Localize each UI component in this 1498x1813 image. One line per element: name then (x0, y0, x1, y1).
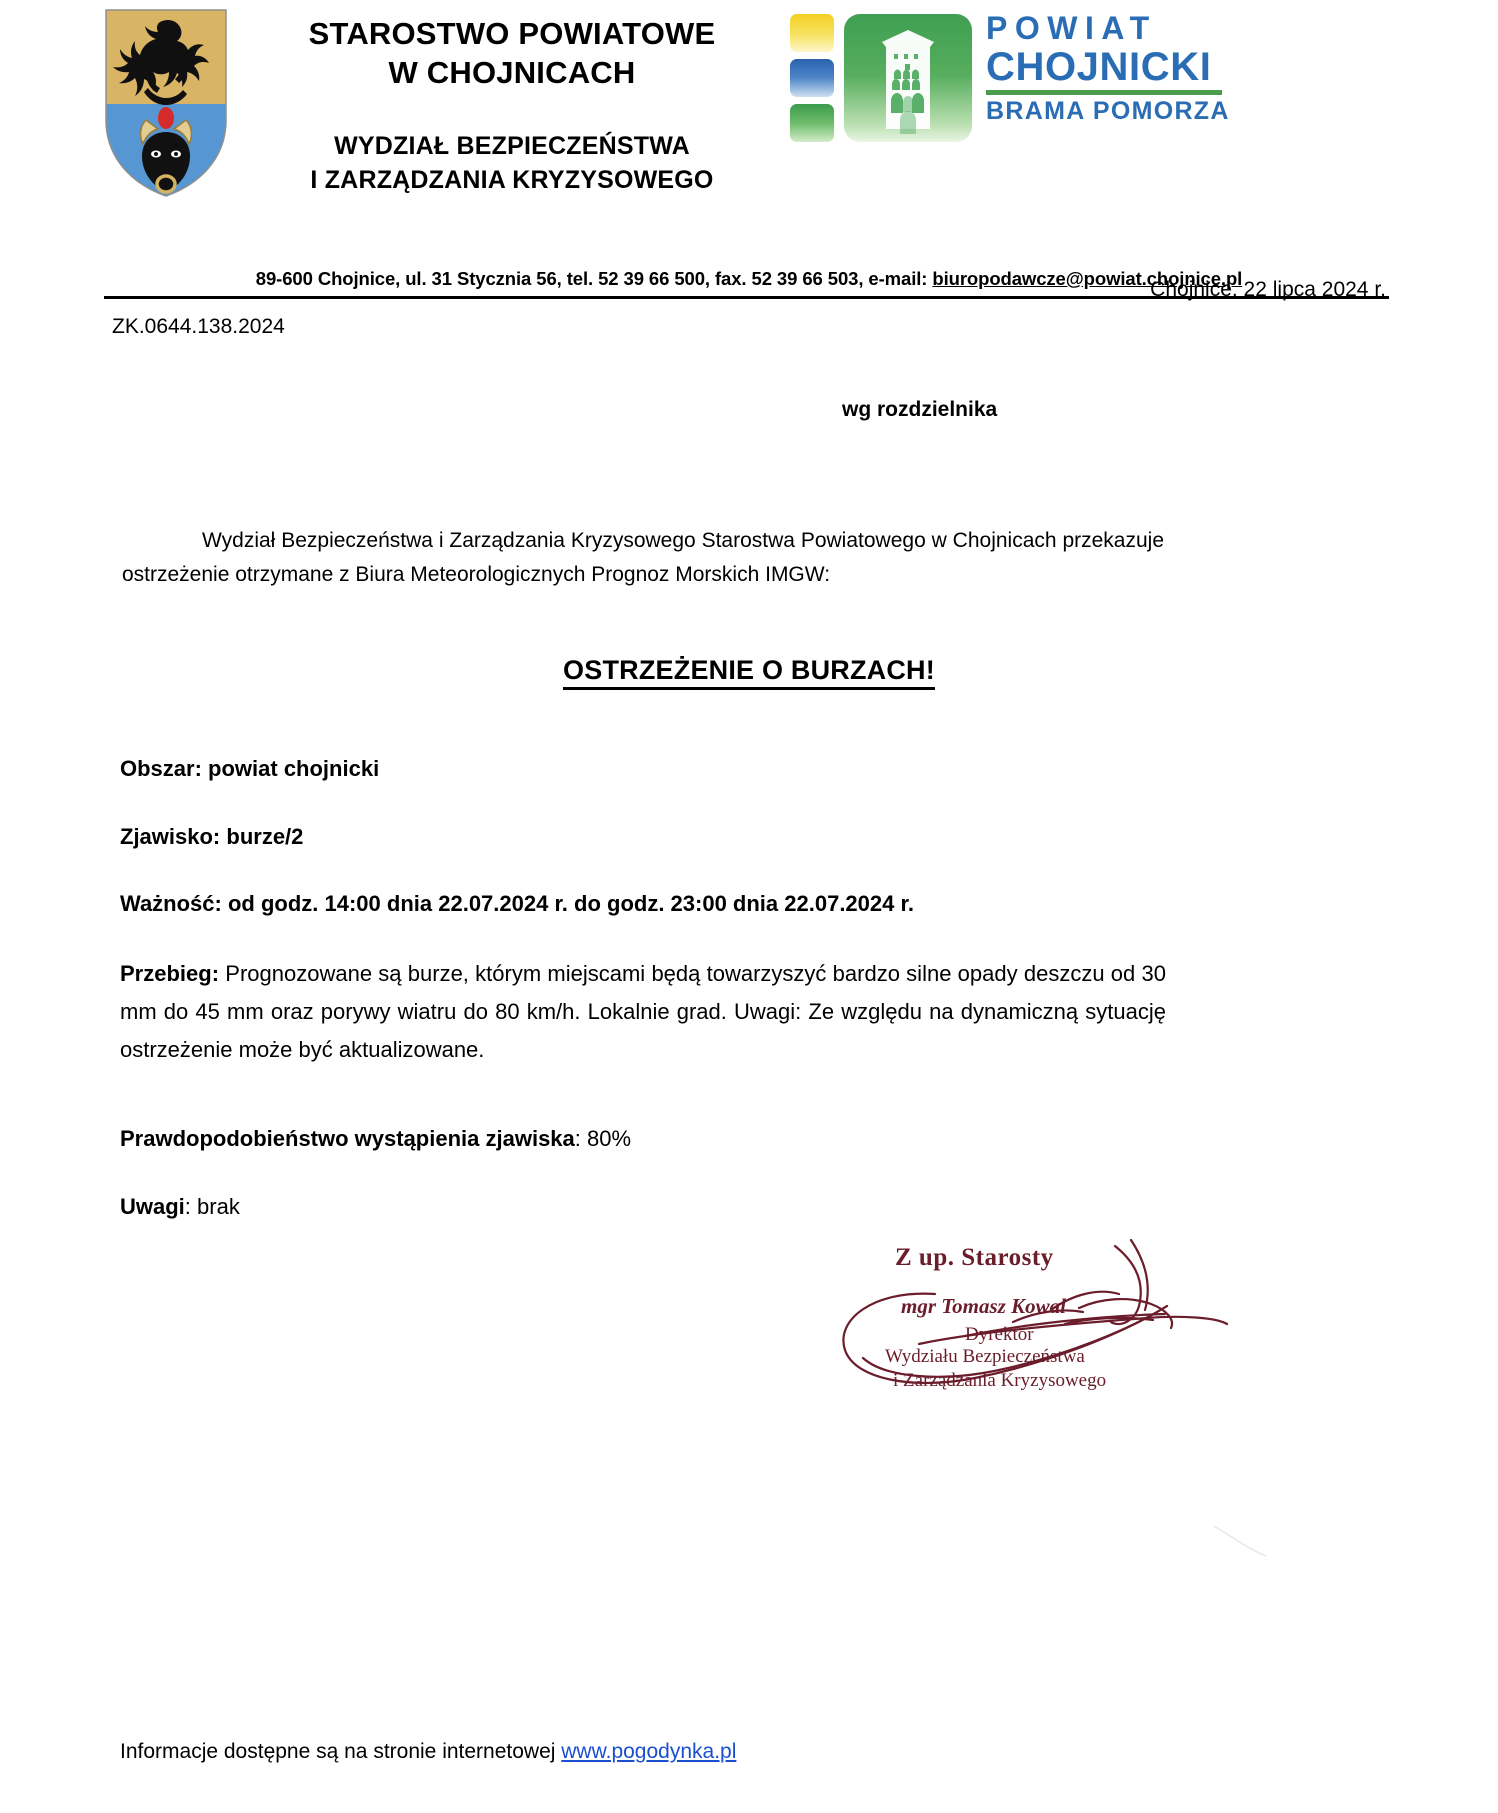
org-title-line-1: STAROSTWO POWIATOWE (308, 16, 716, 51)
field-przebieg-value: Prognozowane są burze, którym miejscami będą towarzyszyć bardzo silne opady deszczu od 30 mm do 45 mm oraz porywy wiatru do 80 km/h. Lokalnie grad. Uwagi: Ze względu na dynamiczną sytuację ostrzeżenie może być aktualizowane. (120, 961, 1166, 1062)
logo-wordmark (986, 10, 1230, 125)
org-title-line-2: W CHOJNICACH (388, 55, 636, 91)
warning-title-text: OSTRZEŻENIE O BURZACH! (563, 655, 935, 690)
field-zjawisko-value: burze/2 (226, 824, 304, 849)
logo-word-chojnicki: CHOJNICKI (986, 45, 1212, 89)
field-obszar-label: Obszar: (120, 756, 202, 781)
field-zjawisko (120, 820, 303, 853)
organization-title (252, 14, 772, 92)
field-prawdopodobienstwo-label: Prawdopodobieństwo wystąpienia zjawiska (120, 1126, 575, 1151)
field-obszar-value: powiat chojnicki (208, 756, 380, 781)
field-prawdopodobienstwo-value: : 80% (574, 1126, 632, 1151)
field-przebieg-label: Przebieg: (120, 961, 220, 986)
signature-line-5: i Zarządzania Kryzysowego (893, 1370, 1107, 1391)
logo-divider (986, 90, 1222, 95)
signature-line-2: mgr Tomasz Kowal (901, 1294, 1066, 1318)
signature-block (815, 1228, 1235, 1408)
department-title (252, 130, 772, 197)
field-uwagi (120, 1190, 240, 1223)
logo-tower-icon (844, 14, 972, 142)
logo-word-powiat: POWIAT (986, 10, 1157, 46)
field-uwagi-label: Uwagi (120, 1194, 185, 1219)
field-waznosc (120, 887, 914, 920)
footer-url-link[interactable]: www.pogodynka.pl (561, 1740, 737, 1763)
footer-text: Informacje dostępne są na stronie internetowej (120, 1740, 562, 1763)
powiat-chojnicki-logo (790, 8, 1230, 140)
logo-square-blue (790, 59, 834, 97)
field-przebieg (120, 955, 1166, 1068)
addressee: wg rozdzielnika (842, 398, 998, 421)
logo-square-yellow (790, 14, 834, 52)
signature-line-1: Z up. Starosty (895, 1244, 1054, 1271)
footer-note (120, 1740, 736, 1764)
signature-line-4: Wydziału Bezpieczeństwa (885, 1346, 1085, 1367)
field-obszar (120, 752, 379, 785)
intro-paragraph: Wydział Bezpieczeństwa i Zarządzania Kryzysowego Starostwa Powiatowego w Chojnicach przekazuje ostrzeżenie otrzymane z Biura Meteorologicznych Prognoz Morskich IMGW: (122, 529, 1164, 587)
dept-title-line-1: WYDZIAŁ BEZPIECZEŃSTWA (334, 132, 690, 160)
logo-color-squares (790, 14, 834, 142)
address-text: 89-600 Chojnice, ul. 31 Stycznia 56, tel. 52 39 66 500, fax. 52 39 66 503, e-mail: (255, 268, 933, 289)
field-prawdopodobienstwo (120, 1122, 631, 1155)
signature-line-3: Dyrektor (965, 1324, 1034, 1345)
coat-of-arms-icon (104, 8, 228, 198)
address-email-link[interactable]: biuropodawcze@powiat.chojnice.pl (932, 268, 1243, 289)
field-waznosc-value: od godz. 14:00 dnia 22.07.2024 r. do godz. 23:00 dnia 22.07.2024 r. (227, 891, 914, 916)
dept-title-line-2: I ZARZĄDZANIA KRYZYSOWEGO (310, 165, 714, 194)
document-header (0, 0, 1498, 289)
logo-word-brama-pomorza: BRAMA POMORZA (986, 96, 1230, 125)
field-zjawisko-label: Zjawisko: (120, 824, 221, 849)
place-and-date: Chojnice, 22 lipca 2024 r. (1150, 278, 1386, 301)
field-uwagi-value: : brak (184, 1194, 240, 1219)
scan-artifact (1210, 1520, 1270, 1560)
reference-number: ZK.0644.138.2024 (112, 315, 285, 338)
logo-square-green (790, 104, 834, 142)
warning-title (0, 655, 1498, 686)
field-waznosc-label: Ważność: (120, 891, 222, 916)
